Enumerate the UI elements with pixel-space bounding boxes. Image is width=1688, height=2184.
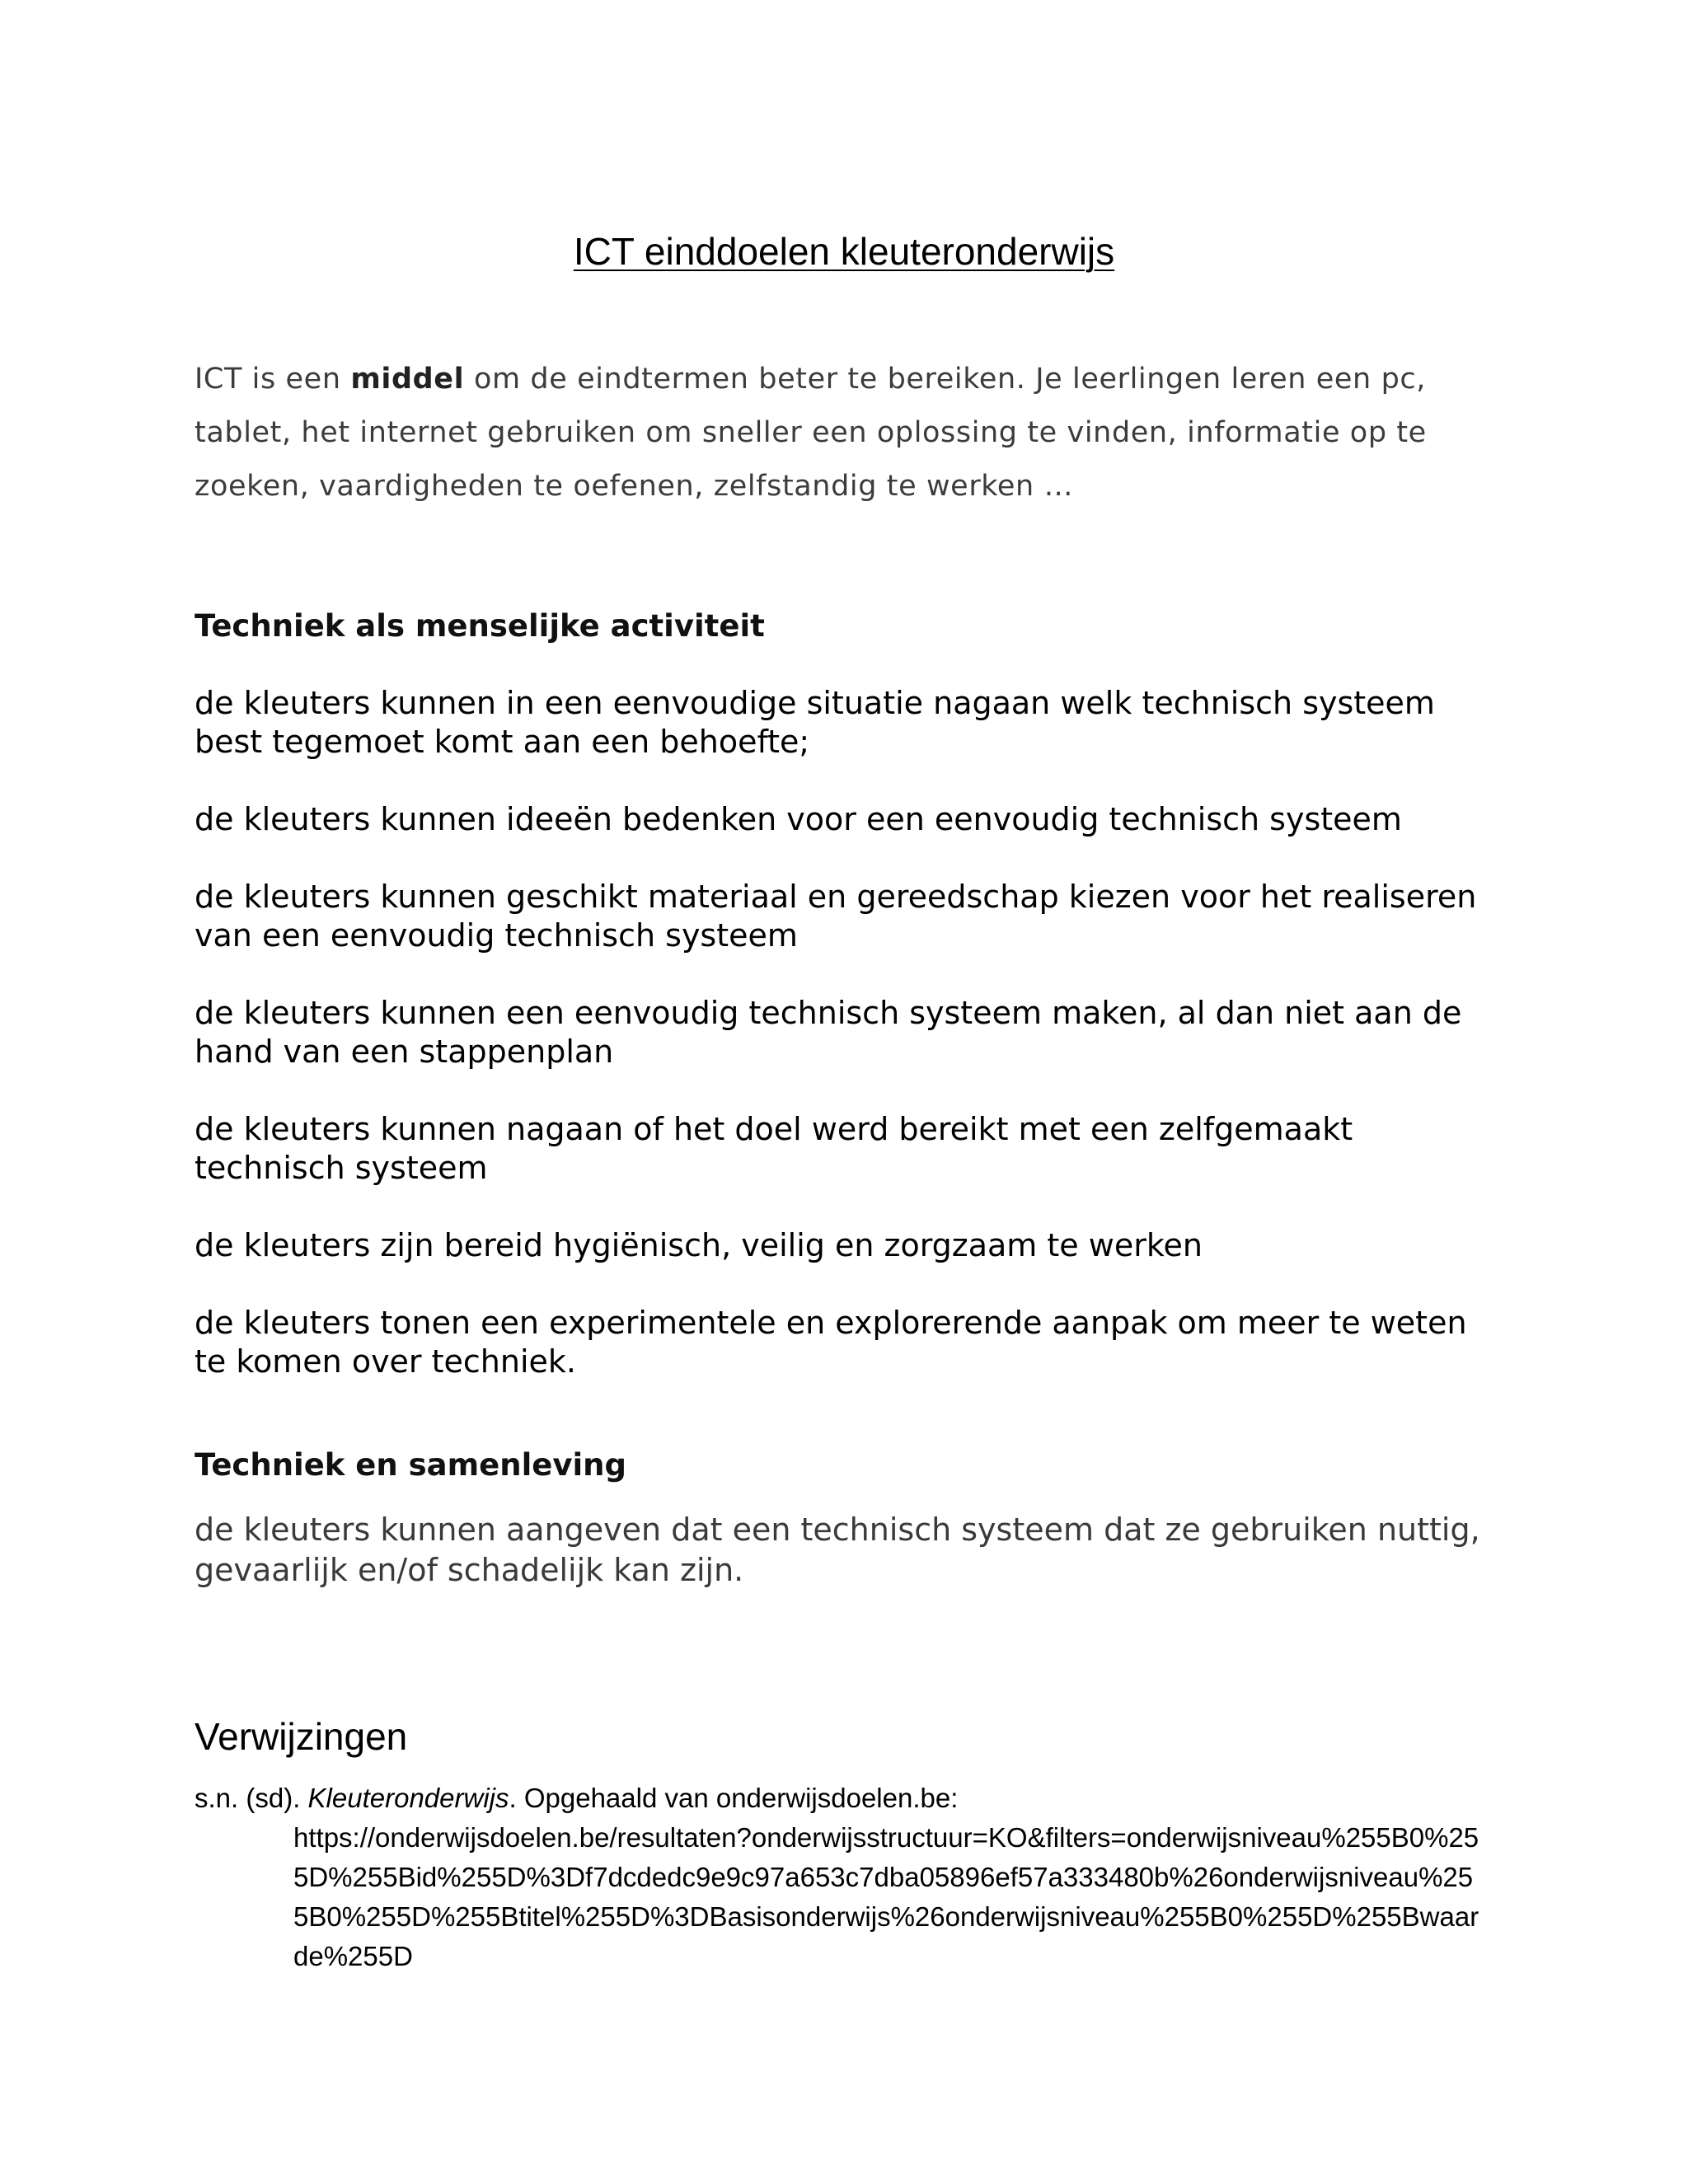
section-heading-techniek-samenleving: Techniek en samenleving — [195, 1447, 626, 1483]
reference-source-title: Kleuteronderwijs — [307, 1783, 509, 1813]
intro-text-start: ICT is een — [195, 363, 351, 396]
reference-url-link[interactable]: https://onderwijsdoelen.be/resultaten?onderwijsstructuur=KO&filters=onderwijsniveau%255B0%255D%255Bid%255D%3Df7dcdedc9e9c97a653c7dba05896ef57a333480b%26onderwijsniveau%255B0%255D%255Btitel%255D%3DBasisonderwijs%26onderwijsniveau%255B0%255D%255Bwaarde%255D — [293, 1822, 1479, 1971]
intro-paragraph — [195, 353, 1497, 513]
list-item: de kleuters kunnen een eenvoudig technisch systeem maken, al dan niet aan de hand van een stappenplan — [195, 995, 1462, 1070]
page-title: ICT einddoelen kleuteronderwijs — [573, 230, 1115, 273]
list-item: de kleuters tonen een experimentele en explorerende aanpak om meer te weten te komen over techniek. — [195, 1305, 1467, 1380]
intro-text-end: om de eindtermen beter te bereiken. Je leerlingen leren een pc, tablet, het internet gebruiken om sneller een oplossing te vinden, informatie op te zoeken, vaardigheden te oefenen, zelfstandig te werken … — [195, 363, 1427, 503]
list-item: de kleuters kunnen ideeën bedenken voor een eenvoudig technisch systeem — [195, 801, 1402, 837]
references-heading: Verwijzingen — [195, 1715, 408, 1758]
reference-author: s.n. (sd). — [195, 1783, 308, 1813]
reference-entry — [195, 1779, 1513, 1976]
list-item: de kleuters kunnen geschikt materiaal en gereedschap kiezen voor het realiseren van een eenvoudig technisch systeem — [195, 879, 1477, 954]
reference-rest: . Opgehaald van onderwijsdoelen.be: — [509, 1783, 959, 1813]
goals-list — [195, 684, 1505, 1420]
intro-bold-word: middel — [350, 363, 465, 396]
list-item: de kleuters kunnen nagaan of het doel werd bereikt met een zelfgemaakt technisch systeem — [195, 1111, 1353, 1186]
list-item: de kleuters zijn bereid hygiënisch, veilig en zorgzaam te werken — [195, 1227, 1203, 1263]
section-heading-techniek-activiteit: Techniek als menselijke activiteit — [195, 608, 765, 644]
list-item: de kleuters kunnen in een eenvoudige situatie nagaan welk technisch systeem best tegemoet komt aan een behoefte; — [195, 685, 1435, 760]
society-paragraph: de kleuters kunnen aangeven dat een technisch systeem dat ze gebruiken nuttig, gevaarlijk en/of schadelijk kan zijn. — [195, 1511, 1480, 1588]
